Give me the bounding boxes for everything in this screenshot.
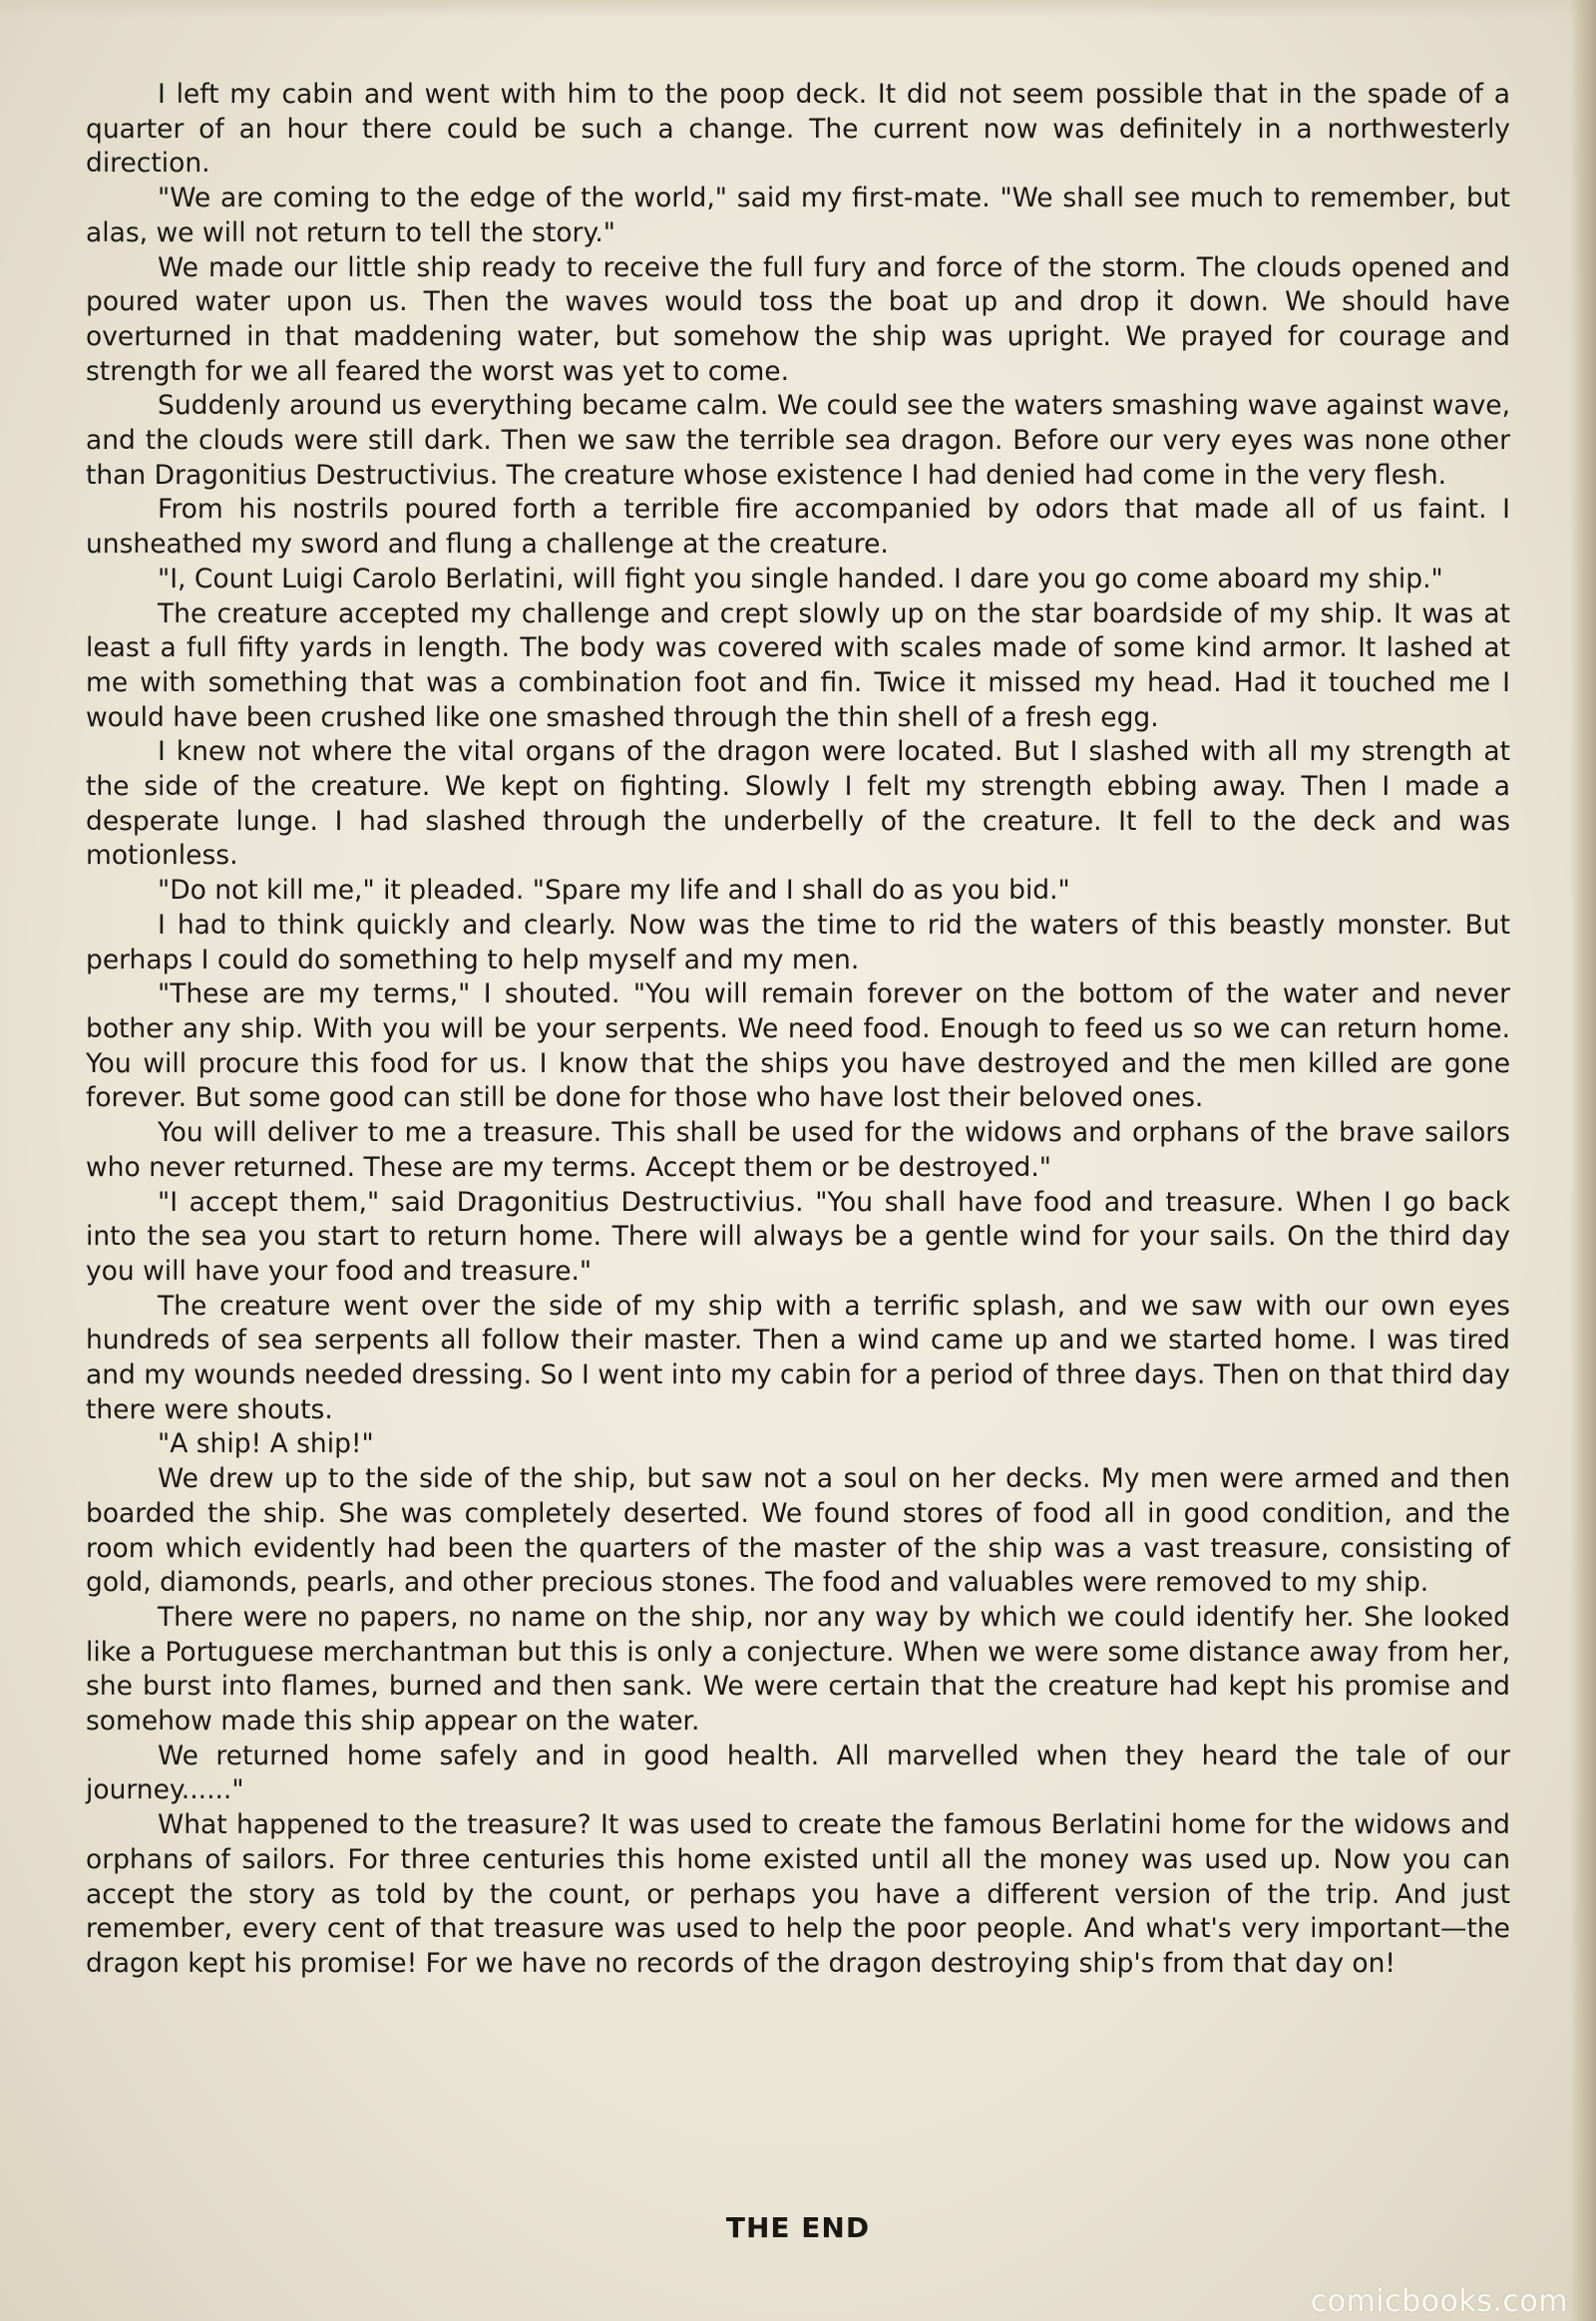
paragraph-12: You will deliver to me a treasure. This shall be used for the widows and orphans of the brave sailors who never returned. These are my terms. Accept them or be destroyed." [86,1117,1510,1183]
paragraph-15: "A ship! A ship!" [158,1428,374,1460]
paragraph-3: We made our little ship ready to receive the full fury and force of the storm. The clouds opened and poured water upon us. Then the waves would toss the boat up and drop it down. We should have overturned in that maddening water, but somehow the ship was upright. We prayed for courage and strength for we all feared the worst was yet to come. [86,251,1510,387]
page-top-shadow [0,0,1596,18]
paragraph-14: The creature went over the side of my ship with a terrific splash, and we saw with our own eyes hundreds of sea serpents all follow their master. Then a wind came up and we started home. I was tired and my wounds needed dressing. So I went into my cabin for a period of three days. Then on that third day there were shouts. [86,1290,1510,1425]
paragraph-17: There were no papers, no name on the ship, nor any way by which we could identify her. She looked like a Portuguese merchantman but this is only a conjecture. When we were some distance away from her, she burst into flames, burned and then sank. We were certain that the creature had kept his promise and somehow made this ship appear on the water. [86,1601,1510,1738]
paragraph-19: What happened to the treasure? It was used to create the famous Berlatini home for the widows and orphans of sailors. For three centuries this home existed until all the money was used up. Now you can accept the story as told by the count, or perhaps you have a different version of the trip. And just remember, every cent of that treasure was used to help the poor people. And what's very important—the dragon kept his promise! For we have no records of the dragon destroying ship's from that day on! [86,1809,1510,1979]
paragraph-10: I had to think quickly and clearly. Now was the time to rid the waters of this beastly monster. But perhaps I could do something to help myself and my men. [86,909,1510,975]
paragraph-1: I left my cabin and went with him to the poop deck. It did not seem possible that in the spade of a quarter of an hour there could be such a change. The current now was definitely in a northwesterly direction. [86,79,1510,180]
page-right-edge [1570,0,1596,2321]
paragraph-9: "Do not kill me," it pleaded. "Spare my life and I shall do as you bid." [158,875,1070,907]
paragraph-18: We returned home safely and in good health. All marvelled when they heard the tale of our journey......" [86,1740,1510,1806]
paragraph-13: "I accept them," said Dragonitius Destructivius. "You shall have food and treasure. When I go back into the sea you start to return home. There will always be a gentle wind for your sails. On the third day you will have your food and treasure." [86,1186,1510,1287]
paragraph-4: Suddenly around us everything became calm. We could see the waters smashing wave against wave, and the clouds were still dark. Then we saw the terrible sea dragon. Before our very eyes was none other than Dragonitius Destructivius. The creature whose existence I had denied had come in the very flesh. [86,390,1510,491]
paragraph-2: "We are coming to the edge of the world," said my first-mate. "We shall see much to remember, but alas, we will not return to tell the story." [86,183,1510,248]
paragraph-8: I knew not where the vital organs of the dragon were located. But I slashed with all my strength at the side of the creature. We kept on fighting. Slowly I felt my strength ebbing away. Then I made a desperate lunge. I had slashed through the underbelly of the creature. It fell to the deck and was motionless. [86,736,1510,872]
watermark-logo: comicbooks.com [1310,2284,1568,2319]
story-text [86,78,1510,1982]
the-end-heading: THE END [725,2211,871,2244]
paragraph-6: "I, Count Luigi Carolo Berlatini, will fight you single handed. I dare you go come aboard my ship." [158,563,1443,594]
paragraph-11: "These are my terms," I shouted. "You will remain forever on the bottom of the water and never bother any ship. With you will be your serpents. We need food. Enough to feed us so we can return home. You will procure this food for us. I know that the ships you have destroyed and the men killed are gone forever. But some good can still be done for those who have lost their beloved ones. [86,978,1510,1114]
paragraph-16: We drew up to the side of the ship, but saw not a soul on her decks. My men were armed and then boarded the ship. She was completely deserted. We found stores of food all in good condition, and the room which evidently had been the quarters of the master of the ship was a vast treasure, consisting of gold, diamonds, pearls, and other precious stones. The food and valuables were removed to my ship. [86,1463,1510,1599]
paragraph-7: The creature accepted my challenge and crept slowly up on the star boardside of my ship. It was at least a full fifty yards in length. The body was covered with scales made of some kind armor. It lashed at me with something that was a combination foot and fin. Twice it missed my head. Had it touched me I would have been crushed like one smashed through the thin shell of a fresh egg. [86,597,1510,733]
paragraph-5: From his nostrils poured forth a terrible fire accompanied by odors that made all of us faint. I unsheathed my sword and flung a challenge at the creature. [86,494,1510,561]
